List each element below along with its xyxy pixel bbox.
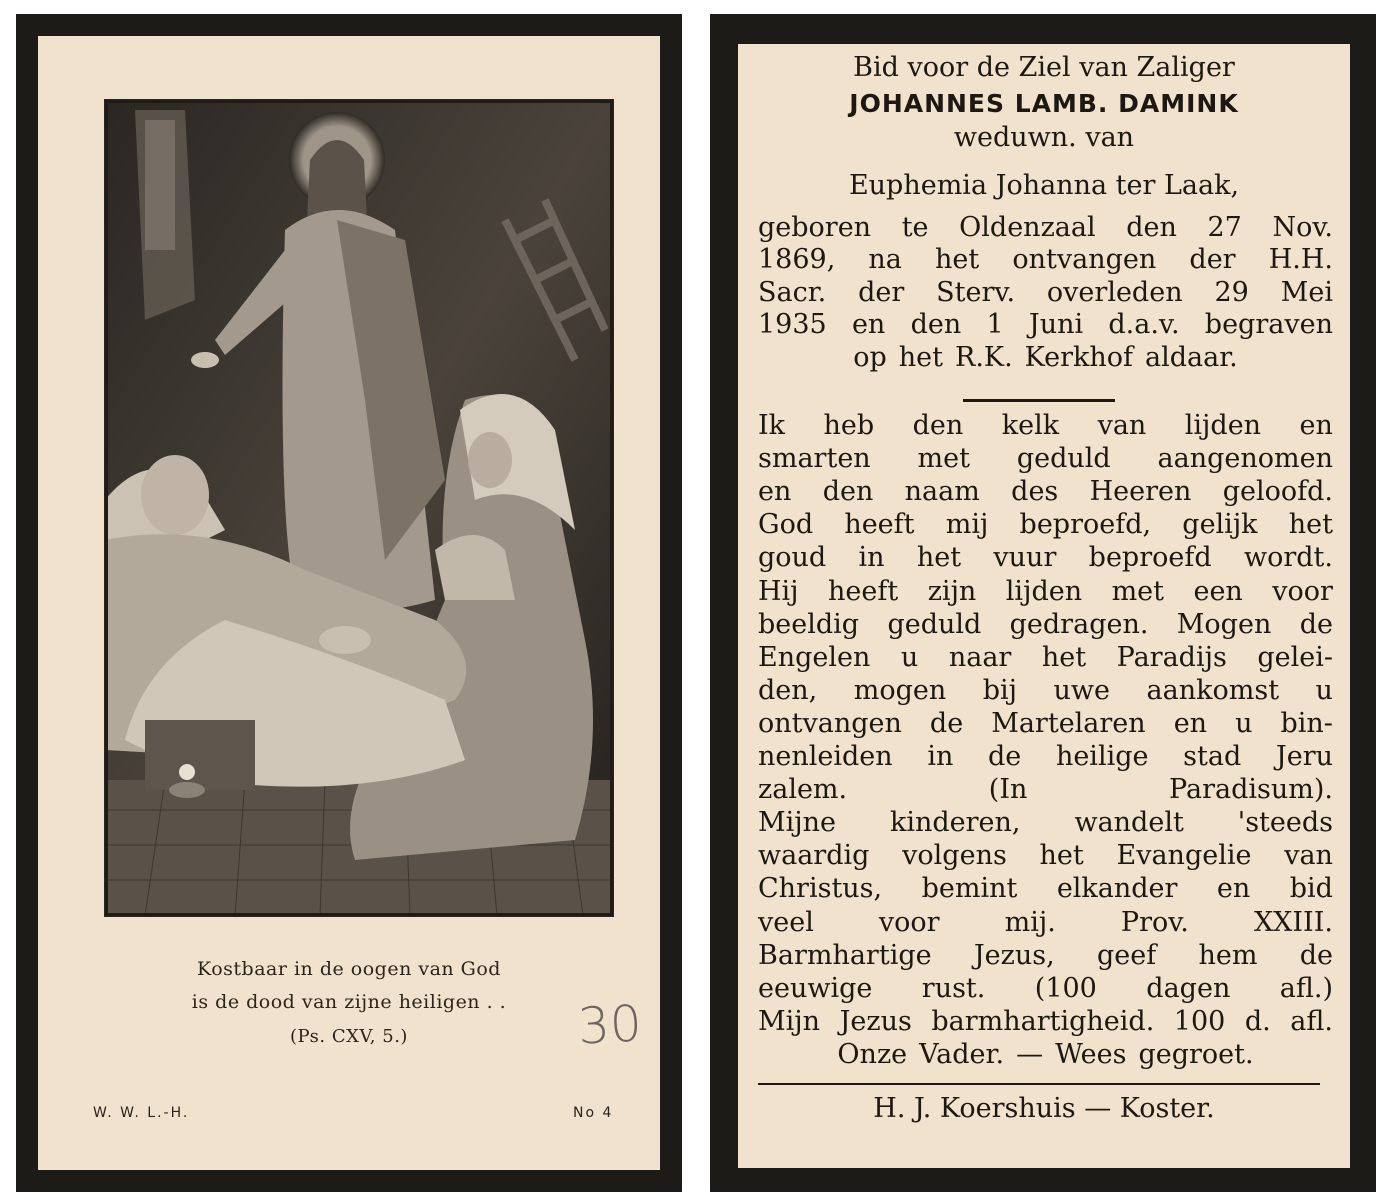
prayer-line [758, 940, 1333, 973]
word: uwe [1053, 674, 1111, 706]
prayer-line [758, 741, 1333, 774]
word: heilige [1055, 741, 1149, 772]
word: beproefd, [1019, 509, 1152, 541]
prayer-line [758, 907, 1333, 940]
word: in [858, 542, 885, 574]
word: den [822, 476, 874, 508]
word: Mogen [1176, 608, 1272, 640]
prayer-line [758, 675, 1333, 708]
word: barmhartigheid. [931, 1005, 1155, 1037]
word: Heeren [1089, 476, 1192, 508]
word: met [1111, 575, 1164, 607]
word: na [868, 244, 902, 276]
word: naam [904, 476, 980, 508]
prayer-line [758, 642, 1333, 675]
word: gelei- [1257, 641, 1333, 673]
deceased-name: JOHANNES LAMB. DAMINK [849, 89, 1239, 118]
word: Mijn [758, 1005, 821, 1037]
spouse-name: Euphemia Johanna ter Laak, [848, 170, 1240, 201]
word: den [912, 410, 964, 441]
word: het [1039, 840, 1084, 872]
word: geef [1096, 939, 1157, 971]
bio-line [758, 244, 1333, 277]
word: gegroet. [1138, 1038, 1254, 1070]
word: mogen [853, 674, 947, 706]
word: wordt. [1243, 542, 1333, 574]
word: der [1189, 244, 1236, 276]
word: beproefd [1088, 542, 1212, 574]
word: smarten [758, 443, 871, 475]
word: van [1284, 840, 1333, 872]
word: Onze [837, 1038, 908, 1070]
prayer-line [758, 873, 1333, 906]
word: lijden [1184, 410, 1262, 441]
word: geboren [758, 212, 872, 243]
word: stad [1183, 741, 1242, 772]
word: goud [758, 542, 827, 574]
word: in [927, 741, 954, 772]
word: kelk [1001, 410, 1060, 441]
word: Evangelie [1116, 840, 1252, 872]
card-paper [738, 44, 1350, 1168]
section-divider [963, 399, 1115, 402]
word: 1935 [758, 309, 827, 341]
word: Prov. [1120, 906, 1189, 938]
word: 'steeds [1237, 807, 1333, 839]
word: en [1216, 873, 1251, 905]
word: Barmhartige [758, 939, 932, 971]
prayer-line [758, 576, 1333, 609]
word: geduld [1016, 443, 1111, 475]
word: rust. [921, 972, 986, 1004]
word: heeft [828, 575, 899, 607]
word: H.H. [1268, 244, 1333, 276]
word: de [988, 741, 1022, 772]
word: der [858, 276, 905, 308]
word: XXIII. [1253, 906, 1333, 938]
card-number: No 4 [573, 1105, 614, 1121]
verse-reference: (Ps. CXV, 5.) [290, 1026, 408, 1047]
bio-line [758, 309, 1333, 342]
word: aldaar. [1145, 341, 1238, 373]
prayer-line [758, 476, 1333, 509]
word: Christus, [758, 873, 883, 905]
word: u [900, 641, 919, 673]
card-header: Bid voor de Ziel van Zaliger [853, 52, 1235, 83]
word: Mijne [758, 807, 837, 839]
word: overleden [1046, 276, 1183, 308]
word: van [1097, 410, 1147, 441]
word: Sterv. [936, 276, 1016, 308]
word: het [935, 244, 980, 276]
word: d.a.v. [1108, 309, 1180, 341]
word: Juni [1028, 309, 1084, 341]
word: gedragen. [1009, 608, 1149, 640]
word: Hij [758, 575, 799, 607]
word: Martelaren [991, 707, 1146, 739]
prayer-line [758, 807, 1333, 840]
word: en [758, 476, 792, 508]
devotional-illustration [104, 99, 614, 917]
word: de [1299, 939, 1333, 971]
word: Oldenzaal [959, 212, 1096, 243]
word: den [1126, 212, 1177, 243]
word: geloofd. [1222, 476, 1333, 508]
word: u [1235, 707, 1253, 739]
handwritten-number: 30 [576, 994, 644, 1056]
prayer-card-front [16, 14, 682, 1192]
word: — [1016, 1038, 1044, 1070]
word: Nov. [1272, 212, 1333, 243]
word: het [916, 542, 962, 574]
word: op [853, 341, 887, 373]
word: beeldig [758, 608, 860, 640]
bio-line [758, 212, 1333, 245]
word: 1 [986, 309, 1004, 341]
sexton-signature: H. J. Koershuis — Koster. [873, 1093, 1215, 1124]
word: Ik [758, 410, 786, 441]
word: Vader. [919, 1038, 1005, 1070]
verse-line-1: Kostbaar in de oogen van God [197, 958, 501, 980]
word: begraven [1204, 309, 1333, 341]
word: Jezus, [973, 939, 1055, 971]
word: een [1193, 575, 1243, 607]
word: nenleiden [758, 741, 893, 772]
prayer-line [758, 1006, 1333, 1039]
word: Paradijs [1116, 641, 1227, 673]
bio-line [758, 342, 1333, 375]
word: 100 [1173, 1005, 1226, 1037]
prayer-line [758, 410, 1333, 443]
word: de [929, 707, 964, 739]
word: ontvangen [758, 707, 902, 739]
word: voor [1272, 575, 1333, 607]
verse-line-2: is de dood van zijne heiligen . . [191, 991, 507, 1013]
word: zalem. [758, 774, 848, 806]
word: 27 [1207, 212, 1242, 243]
word: ontvangen [1012, 244, 1157, 276]
word: afl. [1290, 1005, 1333, 1037]
word: Engelen [758, 641, 871, 673]
prayer-line [758, 609, 1333, 642]
word: het [898, 341, 943, 373]
word: geduld [887, 608, 982, 640]
word: Jezus [839, 1005, 912, 1037]
word: kinderen, [889, 807, 1021, 839]
word: den [910, 309, 962, 341]
word: den, [758, 674, 818, 706]
word: 29 [1214, 276, 1249, 308]
word: Paradisum). [1169, 774, 1333, 806]
word: d. [1244, 1005, 1271, 1037]
card-paper [38, 36, 660, 1170]
word: bij [982, 674, 1018, 706]
prayer-card-back [710, 14, 1376, 1192]
word: Kerkhof [1024, 341, 1134, 373]
word: bid [1289, 873, 1333, 905]
word: elkander [1056, 873, 1178, 905]
word: te [901, 212, 929, 243]
word: met [917, 443, 970, 475]
word: aankomst [1146, 674, 1280, 706]
word: waardig [758, 840, 870, 872]
word: mij [945, 509, 989, 541]
printer-imprint: W. W. L.-H. [93, 1105, 190, 1121]
prayer-line [758, 973, 1333, 1006]
word: zijn [927, 575, 977, 607]
prayer-line [758, 542, 1333, 575]
word: wandelt [1074, 807, 1184, 839]
word: hem [1198, 939, 1258, 971]
prayer-line [758, 774, 1333, 807]
word: Sacr. [758, 276, 827, 308]
word: u [1315, 674, 1333, 706]
word: aangenomen [1157, 443, 1333, 475]
word: heeft [844, 509, 915, 541]
word: afl.) [1279, 972, 1333, 1004]
word: het [1041, 641, 1087, 673]
word: 1869, [758, 244, 836, 276]
word: naar [948, 641, 1012, 673]
word: Jeru [1275, 741, 1333, 772]
word: en [1173, 707, 1208, 739]
prayer-line [758, 443, 1333, 476]
prayer-line [758, 509, 1333, 542]
word: Mei [1280, 276, 1333, 308]
word: (100 [1034, 972, 1097, 1004]
word: en [1299, 410, 1333, 441]
prayer-line [758, 840, 1333, 873]
word: R.K. [955, 341, 1013, 373]
bio-line [758, 277, 1333, 310]
prayer-line [758, 708, 1333, 741]
word: Wees [1055, 1038, 1127, 1070]
word: heb [823, 410, 875, 441]
illustration-drawing [105, 100, 613, 916]
word: (In [988, 774, 1028, 806]
word: en [851, 309, 886, 341]
word: mij. [1004, 906, 1056, 938]
word: dagen [1146, 972, 1231, 1004]
prayer-line [758, 1039, 1333, 1072]
word: voor [878, 906, 940, 938]
word: bin- [1280, 707, 1333, 739]
word: God [758, 509, 814, 541]
word: het [1288, 509, 1333, 541]
word: gelijk [1182, 509, 1258, 541]
word: des [1011, 476, 1059, 508]
word: bemint [921, 873, 1018, 905]
word: veel [758, 906, 814, 938]
word: volgens [902, 840, 1007, 872]
relation-line: weduwn. van [953, 122, 1135, 153]
footer-rule [758, 1083, 1320, 1085]
word: vuur [993, 542, 1057, 574]
word: de [1299, 608, 1333, 640]
word: lijden [1005, 575, 1083, 607]
word: eeuwige [758, 972, 873, 1004]
